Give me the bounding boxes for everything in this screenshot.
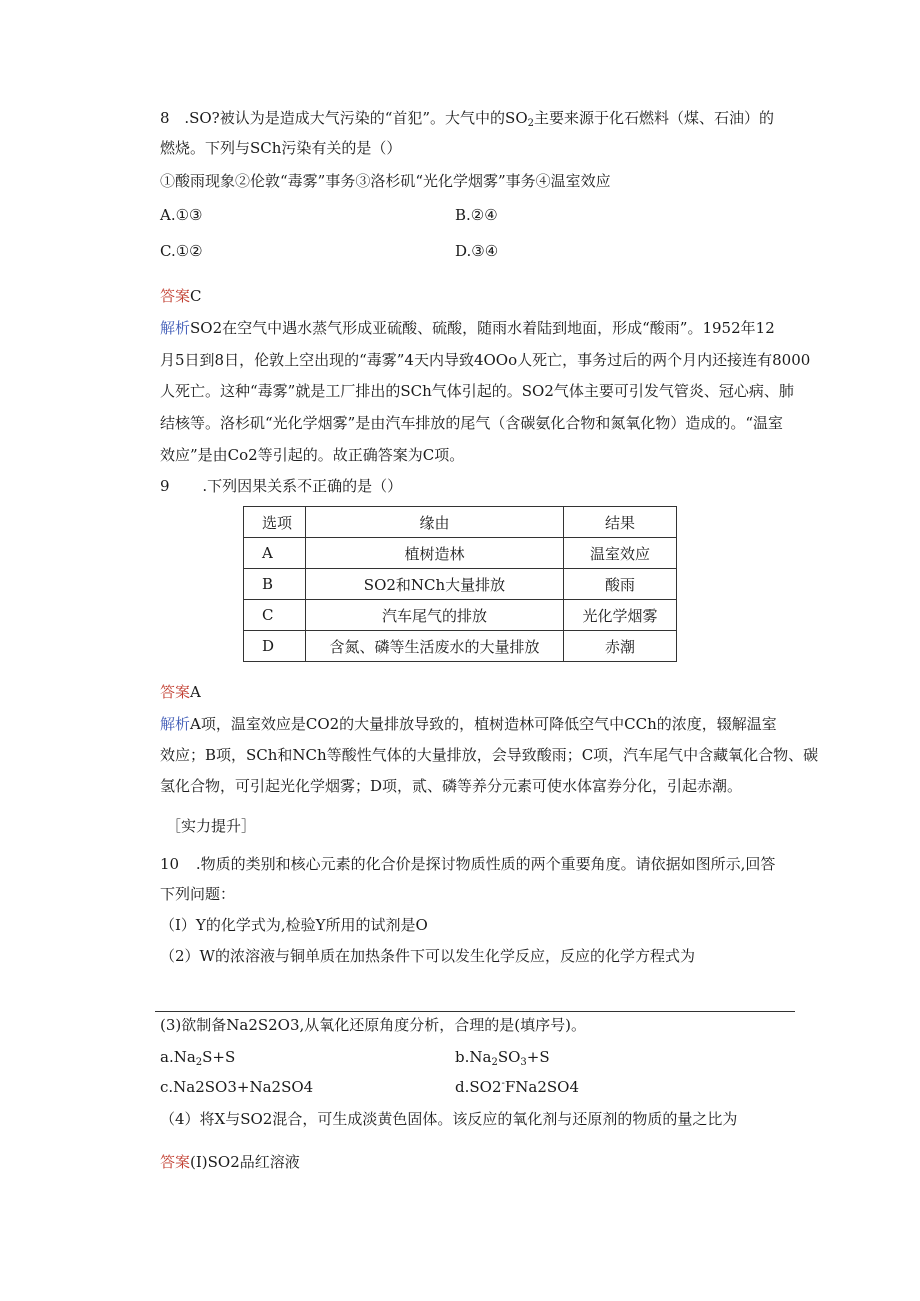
q8-line-2: 燃烧。下列与SCh污染有关的是（） bbox=[160, 139, 402, 157]
q10-text: .物质的类别和核心元素的化合价是探讨物质性质的两个重要角度。请依据如图所示,回答 bbox=[195, 855, 776, 873]
option-text: b.Na bbox=[455, 1048, 492, 1066]
option-text: S+S bbox=[202, 1048, 236, 1066]
analysis-label: 解析 bbox=[160, 319, 191, 337]
option-subscript: 2 bbox=[491, 1057, 498, 1068]
table-cell: 酸雨 bbox=[564, 569, 677, 600]
q10-sub-4: （4）将X与SO2混合，可生成淡黄色固体。该反应的氧化剂与还原剂的物质的量之比为 bbox=[160, 1110, 738, 1128]
table-cell: D bbox=[244, 631, 306, 662]
q8-text-part-1: .SO?被认为是造成大气污染的“首犯”。大气中的SO bbox=[184, 109, 528, 127]
table-cell: 温室效应 bbox=[564, 538, 677, 569]
q8-analysis-line-2: 月5日到8日，伦敦上空出现的“毒雾”4天内导致4OOo人死亡，事务过后的两个月内还接连有8000 bbox=[160, 351, 811, 369]
table-header-cell: 结果 bbox=[564, 507, 677, 538]
q8-number: 8 bbox=[160, 109, 170, 127]
q10-option-d bbox=[455, 1077, 579, 1097]
answer-value: A bbox=[190, 683, 201, 701]
q10-sub-1: （I）Y的化学式为,检验Y所用的试剂是O bbox=[160, 916, 428, 934]
q10-option-b bbox=[455, 1047, 550, 1067]
q8-analysis-line-5: 效应”是由Co2等引起的。故正确答案为C项。 bbox=[160, 446, 465, 464]
answer-label: 答案 bbox=[160, 287, 191, 305]
q8-option-c: C.①② bbox=[160, 242, 203, 260]
option-text: a.Na bbox=[160, 1048, 196, 1066]
q8-option-b: B.②④ bbox=[455, 206, 498, 224]
q8-analysis-line-1 bbox=[160, 318, 775, 338]
q10-option-a bbox=[160, 1047, 235, 1067]
analysis-text: SO2在空气中遇水蒸气形成亚硫酸、硫酸，随雨水着陆到地面，形成“酸雨”。1952年12 bbox=[190, 319, 775, 337]
table-row bbox=[244, 600, 677, 631]
answer-blank-line bbox=[155, 1011, 795, 1012]
option-subscript: 3 bbox=[520, 1057, 527, 1068]
q8-analysis-line-4: 结核等。洛杉矶“光化学烟雾”是由汽车排放的尾气（含碳氨化合物和氮氧化物）造成的。“温室 bbox=[160, 414, 784, 432]
q9-table bbox=[243, 506, 677, 662]
section-title: ［实力提升］ bbox=[166, 817, 257, 835]
table-row bbox=[244, 538, 677, 569]
option-text: SO bbox=[497, 1048, 521, 1066]
analysis-label: 解析 bbox=[160, 715, 191, 733]
q8-line-1 bbox=[160, 108, 774, 128]
q9-analysis-line-2: 效应；B项，SCh和NCh等酸性气体的大量排放，会导致酸雨；C项，汽车尾气中含藏氧化合物、碳 bbox=[160, 746, 819, 764]
q10-sub-3: (3)欲制备Na2S2O3,从氧化还原角度分析，合理的是(填序号)。 bbox=[160, 1016, 586, 1034]
table-cell: 含氮、磷等生活废水的大量排放 bbox=[306, 631, 564, 662]
table-cell: 植树造林 bbox=[306, 538, 564, 569]
q8-subscript: 2 bbox=[527, 118, 534, 129]
q8-option-a: A.①③ bbox=[160, 206, 203, 224]
table-cell: B bbox=[244, 569, 306, 600]
answer-value: C bbox=[190, 287, 202, 305]
option-superscript: - bbox=[501, 1078, 505, 1089]
q9-line bbox=[160, 476, 402, 496]
table-header-cell: 选项 bbox=[244, 507, 306, 538]
analysis-text: A项，温室效应是CO2的大量排放导致的，植树造林可降低空气中CCh的浓度，辍解温室 bbox=[190, 715, 777, 733]
q8-text-part-2: 主要来源于化石燃料（煤、石油）的 bbox=[534, 109, 775, 127]
table-cell: SO2和NCh大量排放 bbox=[306, 569, 564, 600]
answer-label: 答案 bbox=[160, 1153, 191, 1171]
q10-answer bbox=[160, 1152, 300, 1172]
q10-number: 10 bbox=[160, 855, 180, 873]
q8-answer bbox=[160, 286, 202, 306]
table-cell: 汽车尾气的排放 bbox=[306, 600, 564, 631]
table-header-cell: 缘由 bbox=[306, 507, 564, 538]
table-header-row bbox=[244, 507, 677, 538]
q8-analysis-line-3: 人死亡。这种“毒雾”就是工厂排出的SCh气体引起的。SO2气体主要可引发气管炎、冠心病、肺 bbox=[160, 382, 794, 400]
q10-line-1 bbox=[160, 854, 775, 874]
q9-text: .下列因果关系不正确的是（） bbox=[202, 477, 403, 495]
q10-option-c: c.Na2SO3+Na2SO4 bbox=[160, 1078, 314, 1096]
option-text: FNa2SO4 bbox=[504, 1078, 580, 1096]
q8-option-d: D.③④ bbox=[455, 242, 499, 260]
answer-label: 答案 bbox=[160, 683, 191, 701]
q9-analysis-line-3: 氢化合物，可引起光化学烟雾；D项，贰、磷等养分元素可使水体富券分化，引起赤潮。 bbox=[160, 777, 743, 795]
table-cell: 赤潮 bbox=[564, 631, 677, 662]
option-text: +S bbox=[526, 1048, 550, 1066]
answer-value: (I)SO2品红溶液 bbox=[190, 1153, 300, 1171]
table-row bbox=[244, 569, 677, 600]
q10-sub-2: （2）W的浓溶液与铜单质在加热条件下可以发生化学反应，反应的化学方程式为 bbox=[160, 947, 695, 965]
q10-line-2: 下列问题： bbox=[160, 885, 236, 903]
table-cell: A bbox=[244, 538, 306, 569]
option-text: d.SO2 bbox=[455, 1078, 502, 1096]
table-cell: C bbox=[244, 600, 306, 631]
table-cell: 光化学烟雾 bbox=[564, 600, 677, 631]
q8-line-3: ①酸雨现象②伦敦“毒雾”事务③洛杉矶“光化学烟雾”事务④温室效应 bbox=[160, 172, 611, 190]
table-row bbox=[244, 631, 677, 662]
q9-number: 9 bbox=[160, 477, 170, 495]
q9-answer bbox=[160, 682, 201, 702]
q9-analysis-line-1 bbox=[160, 714, 777, 734]
option-subscript: 2 bbox=[195, 1057, 203, 1068]
